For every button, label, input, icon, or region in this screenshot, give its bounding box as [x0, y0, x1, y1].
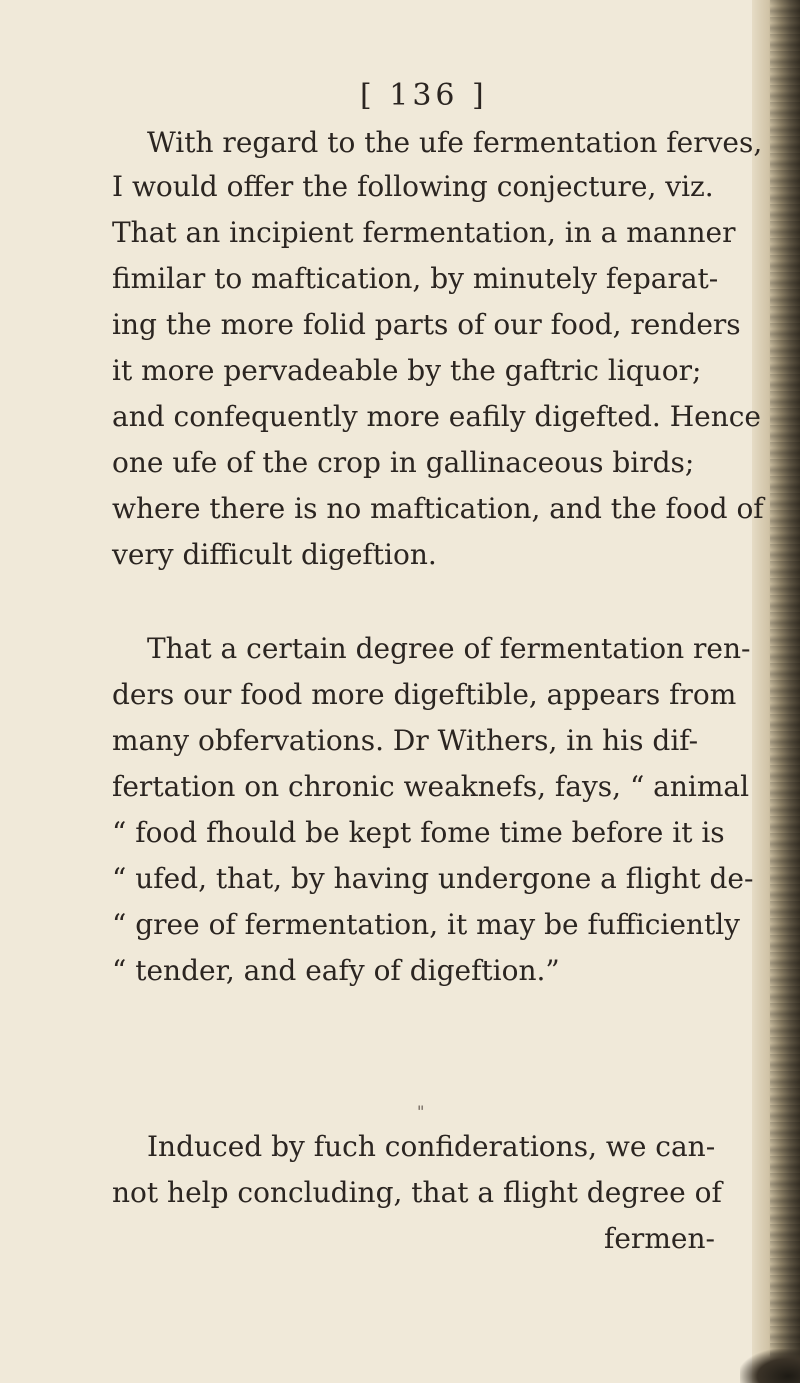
text-line: “ ufed, that, by having undergone a flight de-: [112, 862, 754, 895]
text-line: I would offer the following conjecture, viz.: [112, 170, 714, 203]
text-line: That an incipient fermentation, in a manner: [112, 216, 736, 249]
text-line: “ food fhould be kept fome time before it is: [112, 816, 725, 849]
text-line: Induced by fuch confiderations, we can-: [147, 1130, 716, 1163]
text-line: very difficult digeftion.: [112, 538, 437, 571]
text-line: one ufe of the crop in gallinaceous birds;: [112, 446, 695, 479]
text-line: ders our food more digeftible, appears from: [112, 678, 737, 711]
text-line: not help concluding, that a flight degree of: [112, 1176, 722, 1209]
text-line: fimilar to maftication, by minutely feparat-: [112, 262, 719, 295]
text-line: With regard to the ufe fermentation ferves,: [147, 126, 763, 159]
corner-ink-blot: [740, 1349, 800, 1383]
text-line: ing the more folid parts of our food, renders: [112, 308, 741, 341]
catchword: fermen-: [604, 1222, 715, 1255]
page-number: [ 136 ]: [360, 78, 488, 113]
page-edge-speckle: [770, 0, 800, 1383]
text-line: fertation on chronic weaknefs, fays, “ animal: [112, 770, 750, 803]
text-line: it more pervadeable by the gaftric liquor;: [112, 354, 702, 387]
text-line: “ gree of fermentation, it may be fufficiently: [112, 908, 740, 941]
text-line: where there is no maftication, and the food of: [112, 492, 764, 525]
text-line: “ tender, and eafy of digeftion.”: [112, 954, 560, 987]
stray-ink-mark: ": [417, 1102, 425, 1121]
text-line: many obfervations. Dr Withers, in his dif-: [112, 724, 699, 757]
text-line: That a certain degree of fermentation ren-: [147, 632, 751, 665]
text-line: and confequently more eafily digefted. Hence: [112, 400, 761, 433]
